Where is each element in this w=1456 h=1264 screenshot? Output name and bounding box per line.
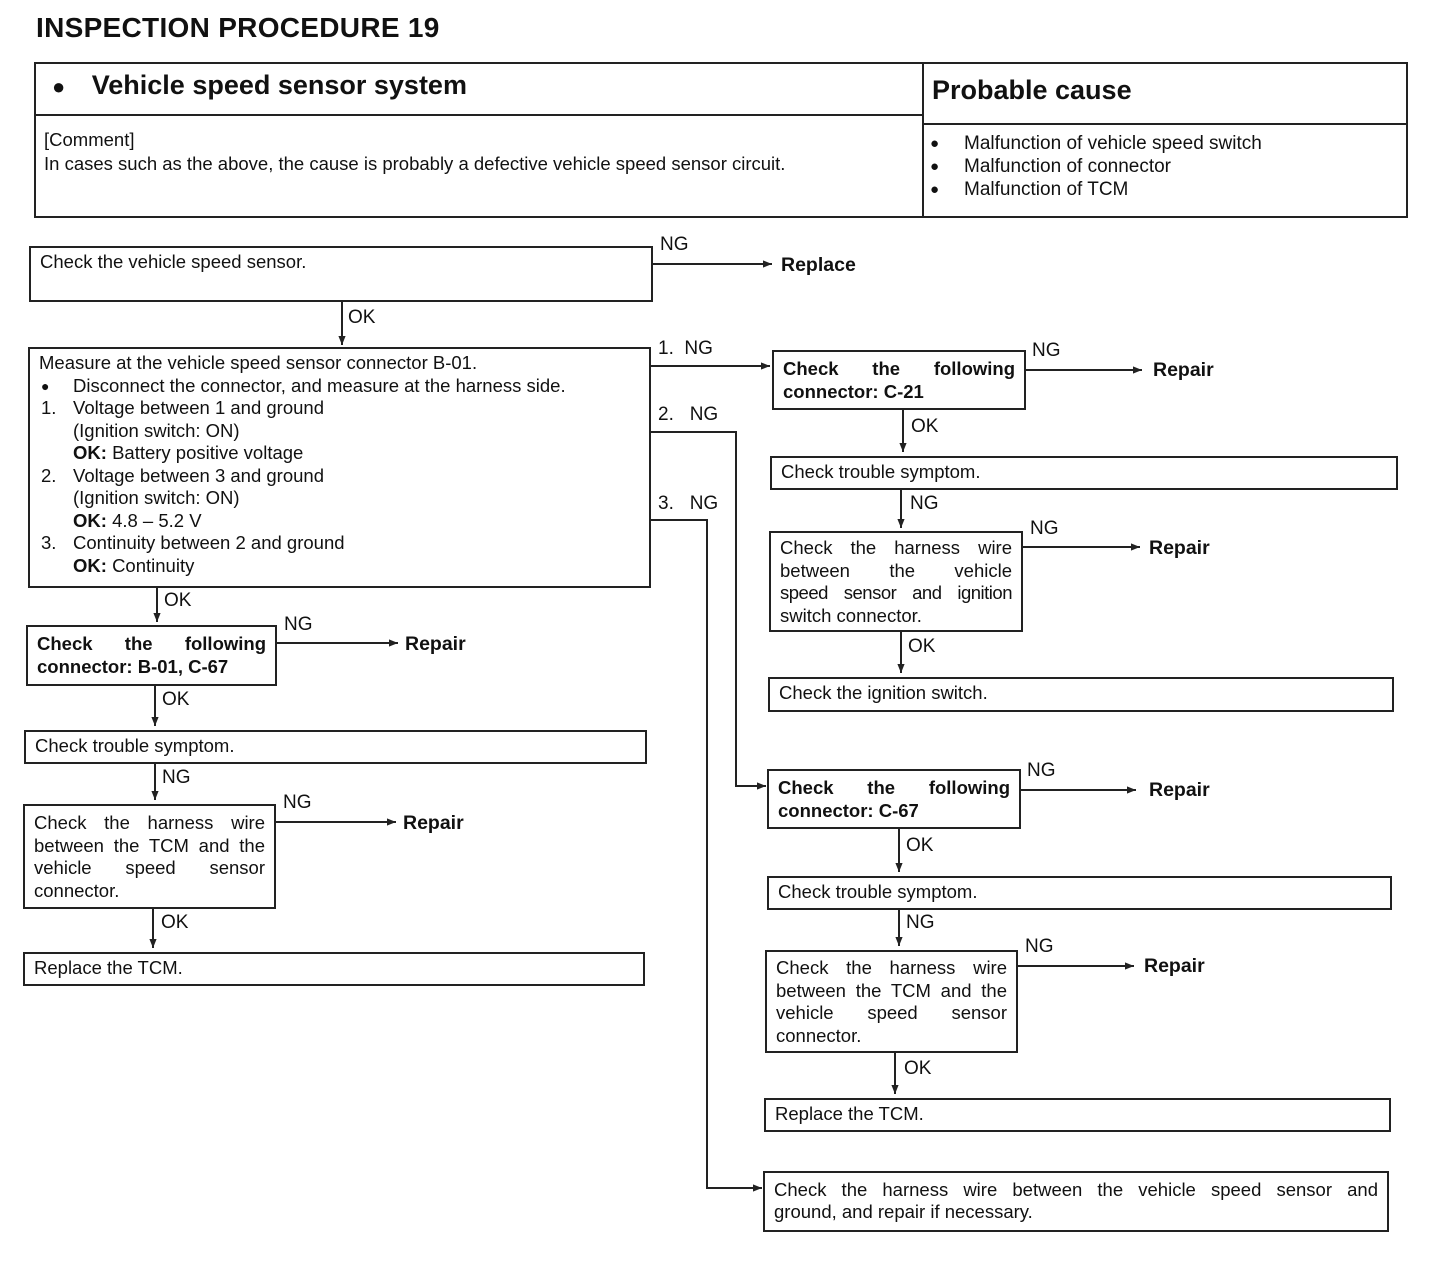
box-text: Check trouble symptom. (778, 881, 978, 902)
repair-action: Repair (405, 633, 466, 655)
item-number: 3. (41, 532, 57, 553)
branch-2-label (658, 404, 718, 426)
trouble-symptom-box (24, 730, 647, 764)
bullet-icon: ● (41, 377, 50, 394)
box-text: between the TCM and the (34, 834, 265, 856)
box-text: Check trouble symptom. (35, 735, 235, 756)
ok-label: OK (161, 912, 189, 933)
ok-label: OK (908, 636, 936, 657)
ok-label: OK: (73, 442, 107, 463)
page-title: INSPECTION PROCEDURE 19 (36, 12, 440, 43)
ok-value: 4.8 – 5.2 V (112, 509, 202, 531)
box-text: connector: C-21 (783, 380, 924, 402)
cause-item: ● Malfunction of connector (930, 155, 1262, 178)
measure-item (39, 465, 640, 533)
ng-label: NG (906, 912, 935, 933)
measure-title: Measure at the vehicle speed sensor connector B-01. (39, 352, 478, 373)
branch-number: 1. (658, 338, 674, 359)
ng-label: NG (689, 493, 719, 514)
box-text: vehicle speed sensor (776, 1002, 1007, 1023)
box-text: speed sensor and ignition (780, 582, 1012, 603)
ok-label: OK (162, 689, 190, 710)
measure-bullet-text: Disconnect the connector, and measure at the harness side. (73, 374, 566, 396)
item-line: Continuity between 2 and ground (73, 532, 345, 553)
replace-action: Replace (781, 254, 856, 276)
repair-action: Repair (1149, 537, 1210, 559)
ok-label: OK (911, 416, 939, 437)
box-text: Check the harness wire (776, 957, 1007, 978)
measure-box (28, 347, 651, 588)
repair-action: Repair (1153, 359, 1214, 381)
cause-item: ● Malfunction of vehicle speed switch (930, 132, 1262, 155)
harness-ignition-box (769, 531, 1023, 632)
box-text: connector: C-67 (778, 799, 919, 821)
ng-label: NG (283, 792, 312, 813)
box-text: switch connector. (780, 604, 922, 626)
box-text: between the vehicle (780, 559, 1012, 581)
box-text: Replace the TCM. (34, 957, 183, 978)
check-connector-c21-box (772, 350, 1026, 410)
check-ignition-box (768, 677, 1394, 712)
comment-label: [Comment] (44, 129, 135, 150)
box-text: Check the harness wire (780, 537, 1012, 558)
box-text: Check the following (37, 633, 266, 654)
ng-label: NG (910, 493, 939, 514)
trouble-symptom-box (770, 456, 1398, 490)
branch-1-label (658, 338, 713, 360)
ok-label: OK (348, 307, 376, 328)
item-ok (73, 442, 640, 465)
ng-label: NG (284, 614, 313, 635)
ng3-arrow (650, 520, 762, 1188)
replace-tcm-box (23, 952, 645, 986)
ng-label: NG (1030, 518, 1059, 539)
measure-bullet (39, 375, 640, 398)
box-text: between the TCM and the (776, 979, 1007, 1001)
box-text: connector: B-01, C-67 (37, 655, 229, 677)
item-ok (73, 555, 640, 578)
harness-tcm-box (23, 804, 276, 909)
ok-label: OK: (73, 554, 107, 576)
item-line: Voltage between 1 and ground (73, 397, 324, 418)
ok-label: OK (164, 590, 192, 611)
box-text: vehicle speed sensor (34, 857, 265, 878)
box-text: connector. (34, 879, 120, 901)
replace-tcm-box (764, 1098, 1391, 1132)
box-text: Check the harness wire (34, 812, 265, 833)
measure-item (39, 397, 640, 465)
ng-label: NG (1025, 936, 1054, 957)
ok-value: Battery positive voltage (112, 442, 304, 463)
box-text: Check trouble symptom. (781, 461, 981, 482)
check-sensor-box (29, 246, 653, 302)
ok-label: OK (904, 1058, 932, 1079)
ng-label: NG (162, 767, 191, 788)
bullet-icon: ● (52, 74, 66, 99)
box-text: Check the following (783, 358, 1015, 379)
repair-action: Repair (1144, 955, 1205, 977)
item-number: 1. (41, 397, 57, 418)
box-text: connector. (776, 1024, 862, 1046)
item-line: Voltage between 3 and ground (73, 464, 324, 486)
item-ok (73, 510, 640, 533)
branch-3-label (658, 493, 718, 515)
measure-list (39, 375, 640, 578)
box-text: Check the ignition switch. (779, 682, 988, 703)
trouble-symptom-box (767, 876, 1392, 910)
ng-label: NG (689, 404, 719, 425)
box-text: Check the harness wire between the vehicle speed sensor and (774, 1179, 1378, 1200)
probable-cause-title: Probable cause (932, 75, 1132, 105)
item-line: (Ignition switch: ON) (73, 487, 240, 508)
branch-number: 2. (658, 404, 674, 425)
ok-value: Continuity (112, 554, 195, 576)
ok-label: OK: (73, 509, 107, 531)
comment-text: In cases such as the above, the cause is probably a defective vehicle speed sensor circuit. (44, 153, 786, 174)
check-connector-c67-box (767, 769, 1021, 829)
ok-label: OK (906, 835, 934, 856)
repair-action: Repair (1149, 779, 1210, 801)
ng-label: NG (1027, 760, 1056, 781)
branch-number: 3. (658, 493, 674, 514)
ng-label: NG (660, 234, 689, 255)
harness-tcm-box (765, 950, 1018, 1053)
box-text: ground, and repair if necessary. (774, 1201, 1033, 1222)
check-connector-b01-box (26, 625, 277, 686)
check-ground-harness-box (763, 1171, 1389, 1232)
ng-label: NG (1032, 340, 1061, 361)
item-line: (Ignition switch: ON) (73, 419, 240, 441)
item-number: 2. (41, 464, 57, 486)
box-text: Check the following (778, 777, 1010, 798)
ng-label: NG (684, 338, 713, 359)
repair-action: Repair (403, 812, 464, 834)
cause-item: ● Malfunction of TCM (930, 178, 1262, 201)
box-text: Check the vehicle speed sensor. (40, 251, 307, 272)
measure-item (39, 532, 640, 577)
system-title: Vehicle speed sensor system (91, 70, 467, 100)
box-text: Replace the TCM. (775, 1103, 924, 1124)
